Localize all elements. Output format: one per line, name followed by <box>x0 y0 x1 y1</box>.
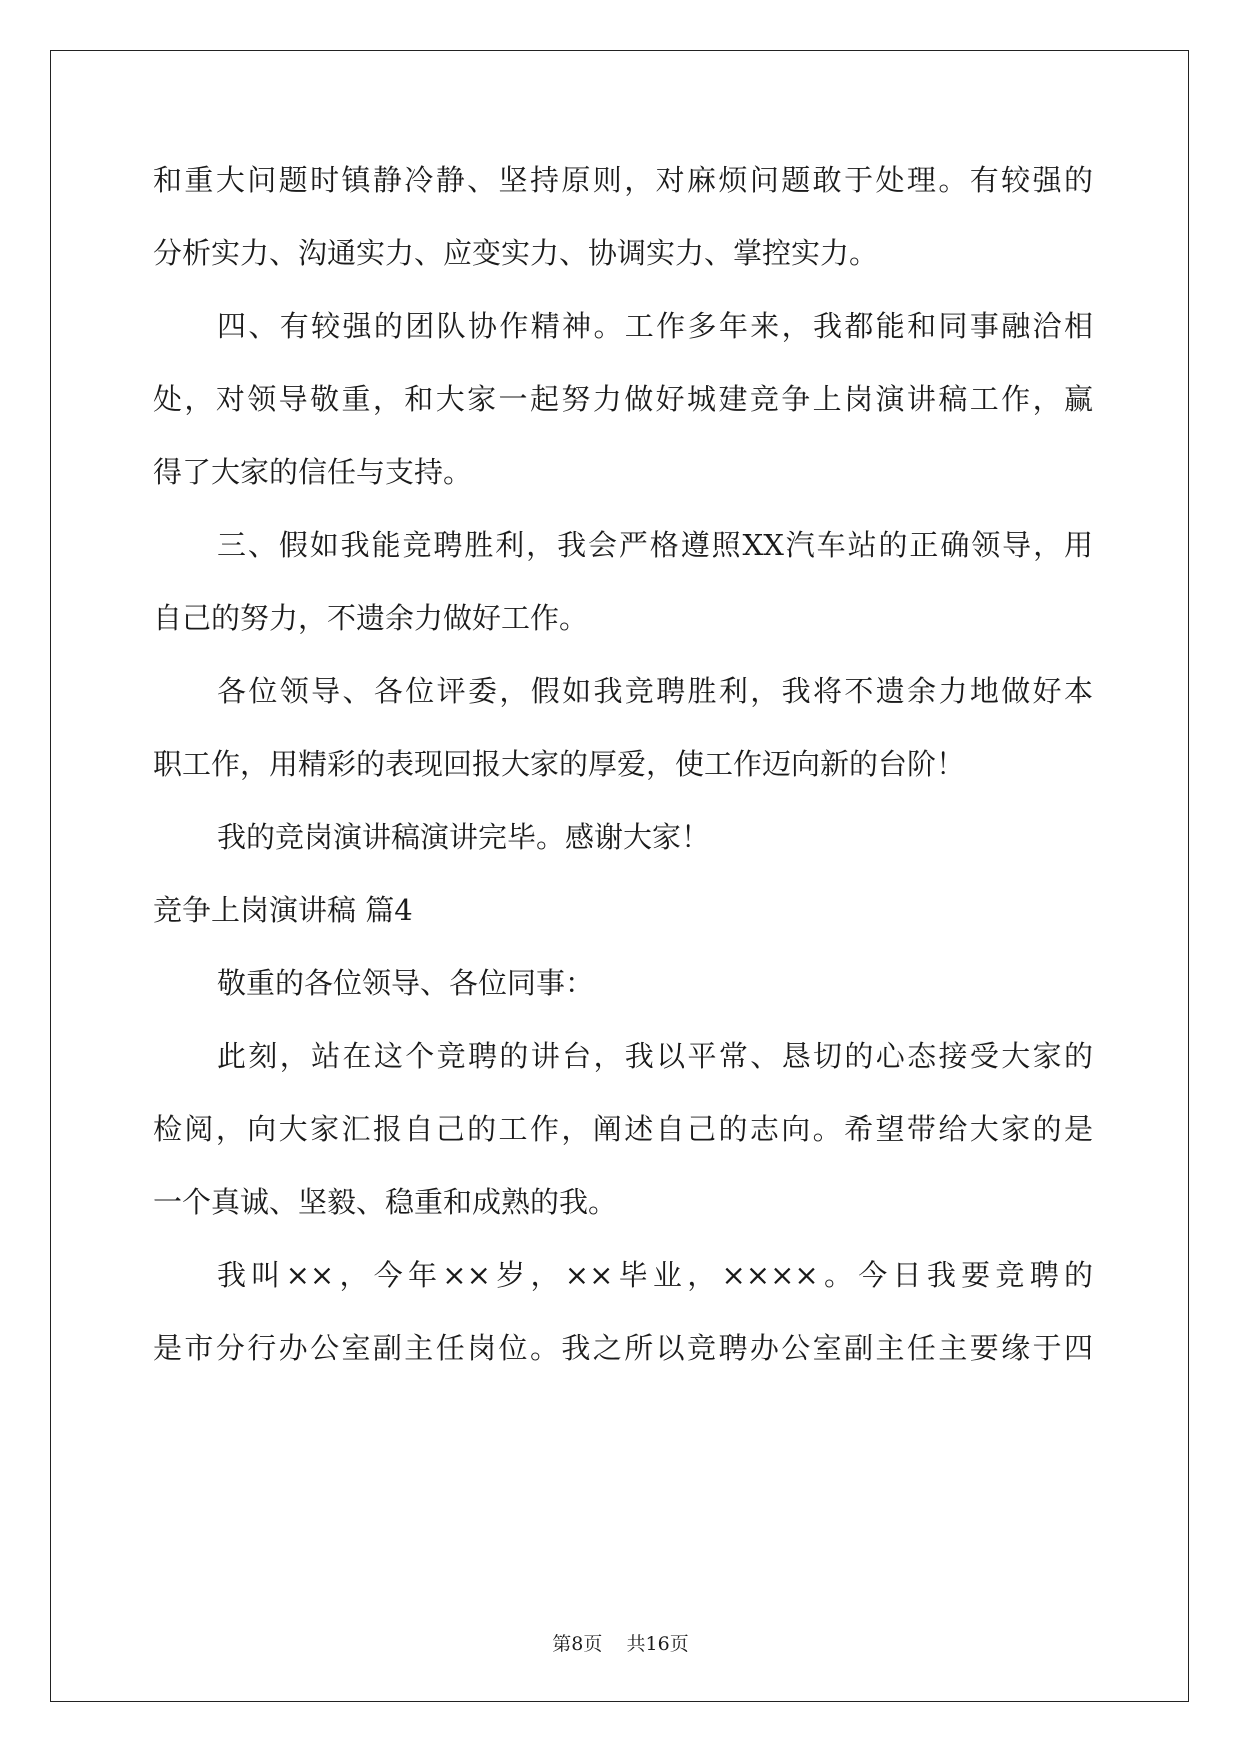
paragraph-first-line: 此刻，站在这个竞聘的讲台，我以平常、恳切的心态接受大家的 <box>217 1039 1093 1073</box>
paragraph-first-line: 各位领导、各位评委，假如我竞聘胜利，我将不遗余力地做好本 <box>217 674 1093 708</box>
body-line: 处，对领导敬重，和大家一起努力做好城建竞争上岗演讲稿工作，赢 <box>153 382 1093 416</box>
section-heading: 竞争上岗演讲稿 篇4 <box>153 893 413 927</box>
body-line: 分析实力、沟通实力、应变实力、协调实力、掌控实力。 <box>153 236 879 270</box>
paragraph-first-line: 四、有较强的团队协作精神。工作多年来，我都能和同事融洽相 <box>217 309 1093 343</box>
body-line: 一个真诚、坚毅、稳重和成熟的我。 <box>153 1185 618 1219</box>
salutation: 敬重的各位领导、各位同事： <box>217 966 595 1000</box>
page-footer <box>0 1632 1241 1656</box>
paragraph-first-line: 三、假如我能竞聘胜利，我会严格遵照XX汽车站的正确领导，用 <box>217 528 1093 562</box>
body-line: 自己的努力，不遗余力做好工作。 <box>153 601 589 635</box>
page-total: 共16页 <box>626 1633 689 1655</box>
page-border <box>50 50 1189 1702</box>
page-number: 第8页 <box>552 1633 603 1655</box>
paragraph-first-line: 我叫××，今年××岁，××毕业，××××。今日我要竞聘的 <box>217 1258 1093 1292</box>
body-line: 和重大问题时镇静冷静、坚持原则，对麻烦问题敢于处理。有较强的 <box>153 163 1093 197</box>
body-line: 职工作，用精彩的表现回报大家的厚爱，使工作迈向新的台阶！ <box>153 747 966 781</box>
body-line: 得了大家的信任与支持。 <box>153 455 473 489</box>
body-line: 是市分行办公室副主任岗位。我之所以竞聘办公室副主任主要缘于四 <box>153 1331 1093 1365</box>
body-line: 检阅，向大家汇报自己的工作，阐述自己的志向。希望带给大家的是 <box>153 1112 1093 1146</box>
paragraph-first-line: 我的竞岗演讲稿演讲完毕。感谢大家！ <box>217 820 711 854</box>
